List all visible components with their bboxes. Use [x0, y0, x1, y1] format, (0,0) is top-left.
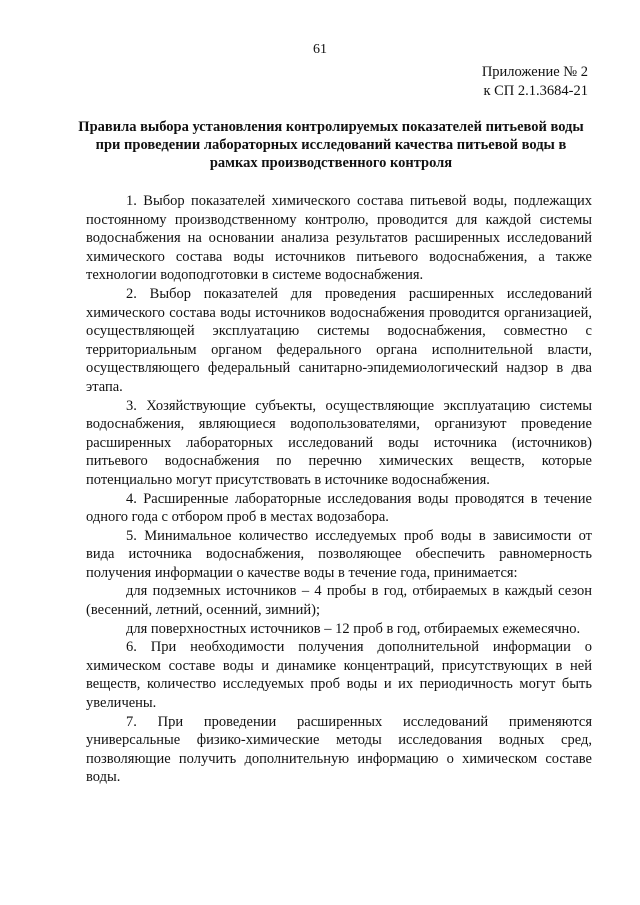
- paragraph-3: 3. Хозяйствующие субъекты, осуществляющие эксплуатацию системы водоснабжения, являющиеся водопользователями, организуют проведение расширенных лабораторных исследований воды источника (источников) питьевого водоснабжения по перечню химических веществ, которые потенциально могут присутствовать в источнике водоснабжения.: [86, 397, 592, 488]
- appendix-code: к СП 2.1.3684-21: [483, 83, 588, 99]
- page-number: 61: [313, 42, 327, 57]
- paragraph-7: 7. При проведении расширенных исследований применяются универсальные физико-химические методы исследования водных сред, позволяющие получить дополнительную информацию о химическом составе воды.: [86, 713, 592, 786]
- paragraph-5-underground: для подземных источников – 4 пробы в год, отбираемых в каждый сезон (весенний, летний, осенний, зимний);: [86, 583, 592, 619]
- paragraph-5-surface: для поверхностных источников – 12 проб в год, отбираемых ежемесячно.: [126, 620, 581, 637]
- paragraph-5: 5. Минимальное количество исследуемых проб воды в зависимости от вида источника водоснабжения, позволяющее обеспечить равномерность получения информации о качестве воды в течение года, принимается:: [86, 527, 592, 581]
- appendix-number: Приложение № 2: [481, 64, 588, 80]
- paragraph-1: 1. Выбор показателей химического состава питьевой воды, подлежащих постоянному производственному контролю, проводится для каждой системы водоснабжения на основании анализа результатов расширенных исследований химического состава воды источников питьевого водоснабжения, а также технологии водоподготовки в системе водоснабжения.: [86, 193, 592, 284]
- appendix-reference: [482, 63, 588, 101]
- paragraph-6: 6. При необходимости получения дополнительной информации о химическом составе воды и динамике концентраций, присутствующих в ней веществ, количество исследуемых проб воды и их периодичность могут быть увеличены.: [86, 639, 592, 712]
- paragraph-4: 4. Расширенные лабораторные исследования воды проводятся в течение одного года с отбором проб в местах водозабора.: [86, 490, 592, 526]
- paragraph-2: 2. Выбор показателей для проведения расширенных исследований химического состава воды источников водоснабжения проводится организацией, осуществляющей эксплуатацию системы водоснабжения, совместно с территориальным органом федерального органа исполнительной власти, осуществляющего федеральный санитарно-эпидемиологический надзор в два этапа.: [86, 285, 592, 395]
- document-title: Правила выбора установления контролируемых показателей питьевой воды при проведении лабораторных исследований качества питьевой воды в рамках производственного контроля: [78, 119, 584, 171]
- document-body: [86, 192, 592, 787]
